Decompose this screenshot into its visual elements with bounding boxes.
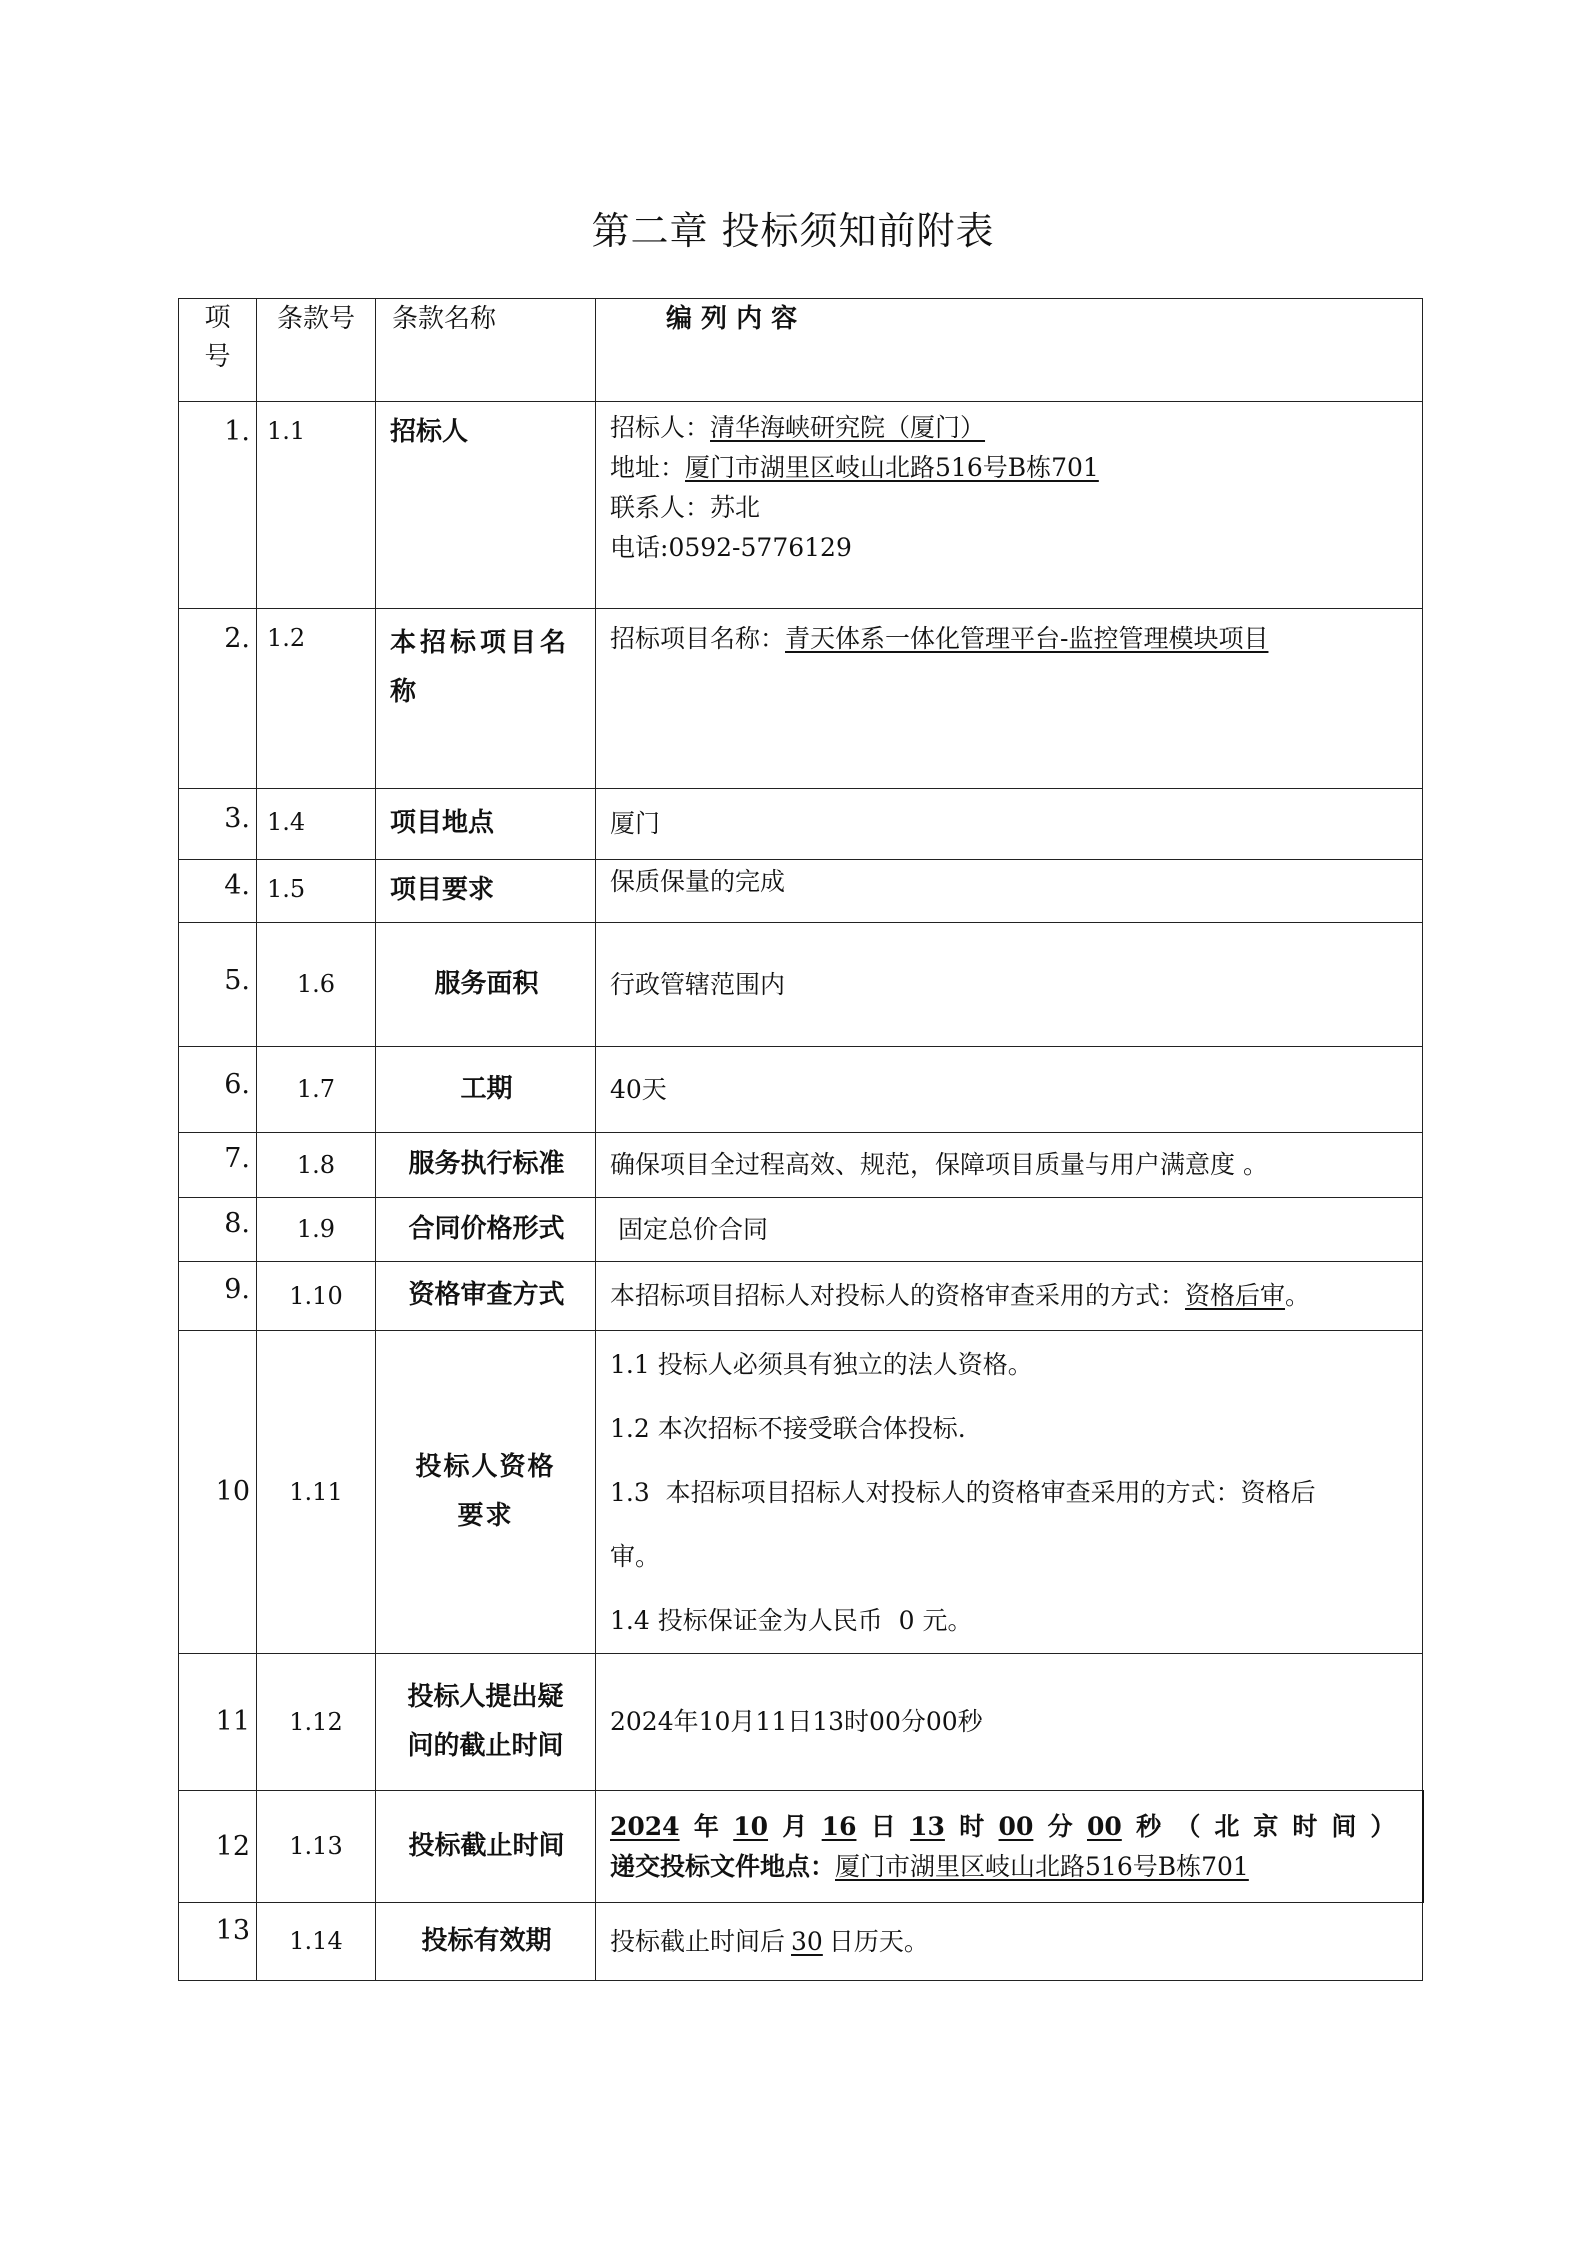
row-clause: 1.2 xyxy=(257,609,376,789)
row-content: 确保项目全过程高效、规范，保障项目质量与用户满意度 。 xyxy=(596,1133,1423,1198)
table-header-row xyxy=(179,299,1423,402)
table-row xyxy=(179,1791,1423,1903)
value-text: 清华海峡研究院（厦门） xyxy=(710,413,986,442)
row-name: 投标截止时间 xyxy=(376,1791,596,1903)
table-row xyxy=(179,1047,1423,1133)
row-no: 7. xyxy=(179,1133,257,1198)
deadline-month: 10 xyxy=(733,1811,769,1841)
row-no: 5. xyxy=(179,923,257,1047)
row-content xyxy=(596,1331,1423,1654)
label-text: 联系人： xyxy=(610,493,711,522)
suffix-text: 。 xyxy=(1285,1281,1311,1310)
row-no: 3. xyxy=(179,789,257,860)
label-text: 地址： xyxy=(610,453,686,482)
content-line xyxy=(610,408,1410,448)
content-line xyxy=(610,448,1410,488)
row-content: 行政管辖范围内 xyxy=(596,923,1423,1047)
deadline-year: 2024 xyxy=(610,1811,680,1841)
unit-text: 时 xyxy=(959,1811,985,1841)
row-content xyxy=(596,402,1423,609)
value-text: 青天体系一体化管理平台-监控管理模块项目 xyxy=(785,624,1269,653)
row-clause: 1.14 xyxy=(257,1903,376,1981)
label-text: 招标人： xyxy=(610,413,711,442)
row-clause: 1.10 xyxy=(257,1262,376,1331)
content-line: 1.1 投标人必须具有独立的法人资格。 xyxy=(610,1350,1033,1379)
content-line: 审。 xyxy=(610,1542,661,1571)
header-no: 项号 xyxy=(179,299,257,402)
timezone-text: （北京时间） xyxy=(1175,1811,1410,1841)
unit-text: 分 xyxy=(1047,1811,1073,1841)
table-row xyxy=(179,789,1423,860)
row-no: 10 xyxy=(179,1331,257,1654)
row-name: 投标有效期 xyxy=(376,1903,596,1981)
row-content: 固定总价合同 xyxy=(596,1198,1423,1262)
label-text: 电话: xyxy=(610,533,669,562)
suffix-text: 日历天。 xyxy=(828,1926,929,1956)
row-clause: 1.11 xyxy=(257,1331,376,1654)
unit-text: 日 xyxy=(870,1811,896,1841)
table-row xyxy=(179,860,1423,923)
row-name: 项目地点 xyxy=(376,789,596,860)
header-content: 编 列 内 容 xyxy=(596,299,1423,402)
value-text: 厦门市湖里区岐山北路516号B栋701 xyxy=(835,1851,1249,1881)
row-no: 12 xyxy=(179,1791,257,1903)
value-text: 30 xyxy=(791,1926,823,1956)
header-clause: 条款号 xyxy=(257,299,376,402)
value-text: 苏北 xyxy=(710,493,761,522)
deadline-minute: 00 xyxy=(998,1811,1034,1841)
unit-text: 年 xyxy=(693,1811,719,1841)
row-content xyxy=(596,1903,1423,1981)
row-clause: 1.8 xyxy=(257,1133,376,1198)
label-text: 投标截止时间后 xyxy=(610,1926,786,1956)
table-row xyxy=(179,1903,1423,1981)
table-row xyxy=(179,1331,1423,1654)
table-row xyxy=(179,1262,1423,1331)
label-text: 招标项目名称： xyxy=(610,624,786,653)
table-row xyxy=(179,1198,1423,1262)
row-content xyxy=(596,609,1423,789)
row-no: 1. xyxy=(179,402,257,609)
row-clause: 1.1 xyxy=(257,402,376,609)
row-content: 40天 xyxy=(596,1047,1423,1133)
row-name: 项目要求 xyxy=(376,860,596,923)
row-no: 6. xyxy=(179,1047,257,1133)
row-name: 投标人资格要求 xyxy=(376,1331,596,1654)
content-line xyxy=(610,488,1410,528)
row-no: 8. xyxy=(179,1198,257,1262)
value-text: 厦门市湖里区岐山北路516号B栋701 xyxy=(685,453,1099,482)
page-title: 第二章 投标须知前附表 xyxy=(591,209,995,253)
row-name: 服务面积 xyxy=(376,923,596,1047)
table-row xyxy=(179,923,1423,1047)
unit-text: 秒 xyxy=(1136,1811,1162,1841)
label-text: 本招标项目招标人对投标人的资格审查采用的方式： xyxy=(610,1281,1186,1310)
row-clause: 1.9 xyxy=(257,1198,376,1262)
row-clause: 1.6 xyxy=(257,923,376,1047)
content-line: 1.4 投标保证金为人民币 0 元。 xyxy=(610,1606,973,1635)
row-no: 2. xyxy=(179,609,257,789)
table-row xyxy=(179,1654,1423,1791)
deadline-day: 16 xyxy=(821,1811,857,1841)
row-content: 2024年10月11日13时00分00秒 xyxy=(596,1654,1423,1791)
row-name: 资格审查方式 xyxy=(376,1262,596,1331)
table-row xyxy=(179,402,1423,609)
unit-text: 月 xyxy=(782,1811,808,1841)
bid-notice-table xyxy=(178,298,1424,1981)
header-name: 条款名称 xyxy=(376,299,596,402)
label-text: 递交投标文件地点： xyxy=(610,1851,836,1881)
table-row xyxy=(179,1133,1423,1198)
row-name: 招标人 xyxy=(376,402,596,609)
content-line: 1.3 本招标项目招标人对投标人的资格审查采用的方式：资格后 xyxy=(610,1478,1316,1507)
deadline-hour: 13 xyxy=(910,1811,945,1841)
content-line xyxy=(610,528,1410,568)
row-name: 服务执行标准 xyxy=(376,1133,596,1198)
row-no: 4. xyxy=(179,860,257,923)
row-content xyxy=(596,1791,1423,1903)
deadline-second: 00 xyxy=(1086,1811,1122,1841)
deadline-line xyxy=(610,1807,1410,1847)
row-clause: 1.5 xyxy=(257,860,376,923)
value-text: 0592-5776129 xyxy=(668,533,852,562)
row-content xyxy=(596,1262,1423,1331)
row-content: 保质保量的完成 xyxy=(596,860,1423,923)
content-line xyxy=(610,1847,1410,1887)
row-name: 合同价格形式 xyxy=(376,1198,596,1262)
value-text: 资格后审 xyxy=(1185,1281,1286,1310)
row-clause: 1.4 xyxy=(257,789,376,860)
row-no: 9. xyxy=(179,1262,257,1331)
row-no: 11 xyxy=(179,1654,257,1791)
content-line: 1.2 本次招标不接受联合体投标. xyxy=(610,1414,966,1443)
row-name: 本招标项目名称 xyxy=(376,609,596,789)
row-name: 工期 xyxy=(376,1047,596,1133)
row-no: 13 xyxy=(179,1903,257,1981)
row-clause: 1.7 xyxy=(257,1047,376,1133)
row-content: 厦门 xyxy=(596,789,1423,860)
row-name: 投标人提出疑问的截止时间 xyxy=(376,1654,596,1791)
row-clause: 1.13 xyxy=(257,1791,376,1903)
table-row xyxy=(179,609,1423,789)
row-clause: 1.12 xyxy=(257,1654,376,1791)
